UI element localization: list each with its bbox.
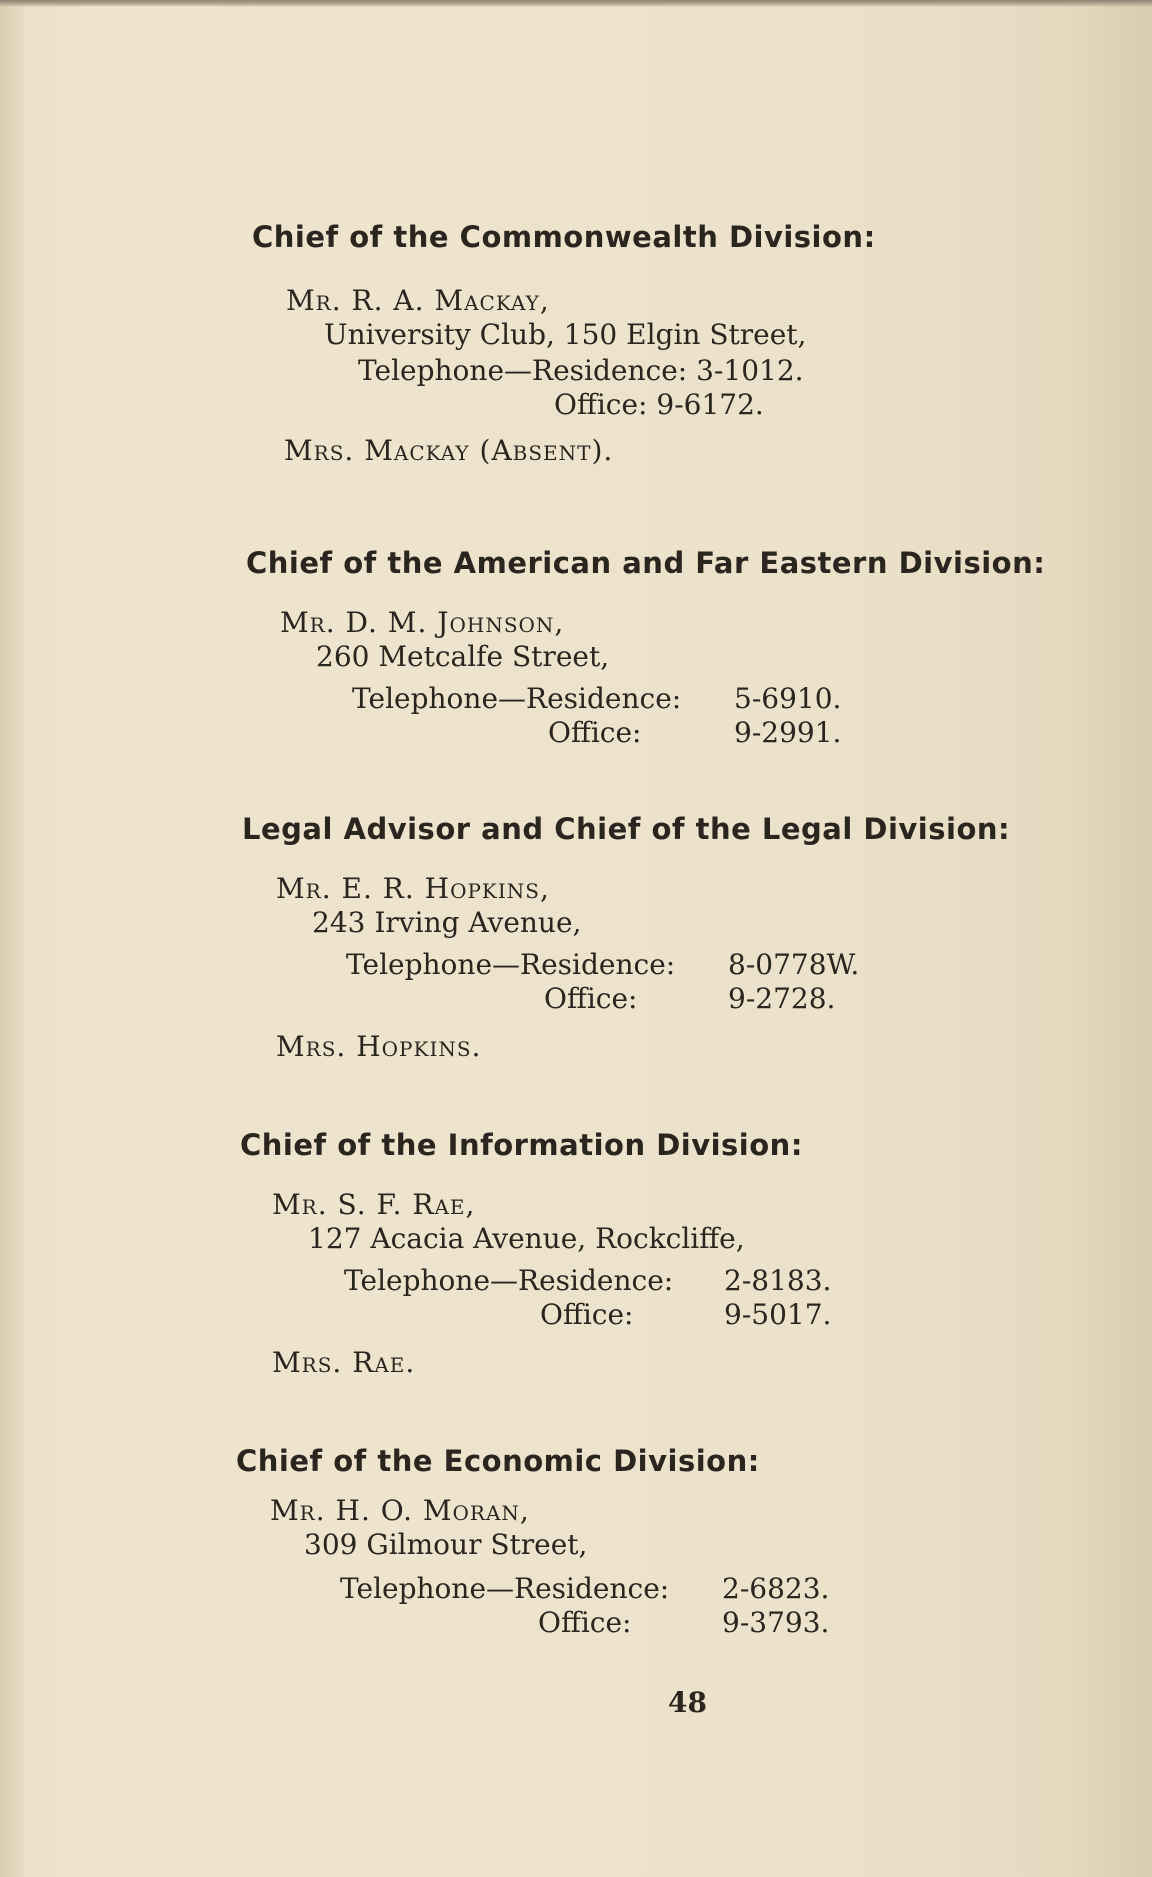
section-heading: Chief of the Commonwealth Division: [252, 220, 876, 254]
person-name: Mr. S. F. Rae, [272, 1188, 476, 1221]
telephone-office [540, 1298, 831, 1332]
telephone-residence [340, 1572, 829, 1606]
address: University Club, 150 Elgin Street, [324, 318, 807, 351]
section-information-division [240, 1128, 831, 1380]
telephone-residence-label: Telephone—Residence: [340, 1572, 670, 1605]
section-heading: Chief of the Economic Division: [236, 1444, 760, 1478]
telephone-residence-number: 5-6910. [734, 682, 842, 715]
person-name: Mr. E. R. Hopkins, [276, 872, 550, 905]
address: 127 Acacia Avenue, Rockcliffe, [308, 1222, 745, 1255]
spouse-name: Mrs. Hopkins. [276, 1030, 482, 1063]
telephone-residence-number: 2-6823. [722, 1572, 830, 1605]
telephone-residence [346, 948, 1010, 982]
telephone-office-number: 9-2728. [728, 982, 836, 1015]
telephone-residence-label: Telephone—Residence: [344, 1264, 674, 1297]
spouse-name: Mrs. Rae. [272, 1346, 416, 1379]
spouse-name: Mrs. Mackay (Absent). [284, 434, 614, 467]
telephone-residence-label: Telephone—Residence: [358, 354, 697, 387]
telephone-residence-label: Telephone—Residence: [346, 948, 676, 981]
telephone-residence-number: 8-0778W. [728, 948, 860, 981]
telephone-residence-number: 2-8183. [724, 1264, 832, 1297]
telephone-residence [344, 1264, 831, 1298]
person-name: Mr. R. A. Mackay, [286, 284, 550, 317]
telephone-residence [358, 354, 876, 388]
telephone-residence-number: 3-1012. [696, 354, 804, 387]
telephone-office-label: Office: [538, 1606, 632, 1639]
telephone-office-label: Office: [544, 982, 638, 1015]
telephone-office-label: Office: [548, 716, 642, 749]
person-name: Mr. D. M. Johnson, [280, 606, 565, 639]
telephone-office [548, 716, 1045, 750]
telephone-office [538, 1606, 829, 1640]
telephone-office-number: 9-3793. [722, 1606, 830, 1639]
address: 309 Gilmour Street, [304, 1528, 588, 1561]
section-heading: Legal Advisor and Chief of the Legal Division: [242, 812, 1011, 846]
telephone-office-number: 9-5017. [724, 1298, 832, 1331]
telephone-residence-label: Telephone—Residence: [352, 682, 682, 715]
telephone-residence [352, 682, 1045, 716]
telephone-office [554, 388, 876, 422]
person-name: Mr. H. O. Moran, [270, 1494, 530, 1527]
telephone-office-number: 9-2991. [734, 716, 842, 749]
address: 260 Metcalfe Street, [316, 640, 610, 673]
telephone-office-label: Office: [554, 388, 657, 421]
telephone-office-number: 9-6172. [656, 388, 764, 421]
telephone-office [544, 982, 1010, 1016]
section-heading: Chief of the Information Division: [240, 1128, 803, 1162]
section-american-far-eastern-division [246, 546, 1045, 750]
telephone-office-label: Office: [540, 1298, 634, 1331]
page-number: 48 [668, 1686, 707, 1719]
section-heading: Chief of the American and Far Eastern Division: [246, 546, 1046, 580]
section-commonwealth-division [252, 220, 876, 468]
address: 243 Irving Avenue, [312, 906, 582, 939]
section-economic-division [236, 1444, 829, 1640]
section-legal-division [242, 812, 1010, 1064]
